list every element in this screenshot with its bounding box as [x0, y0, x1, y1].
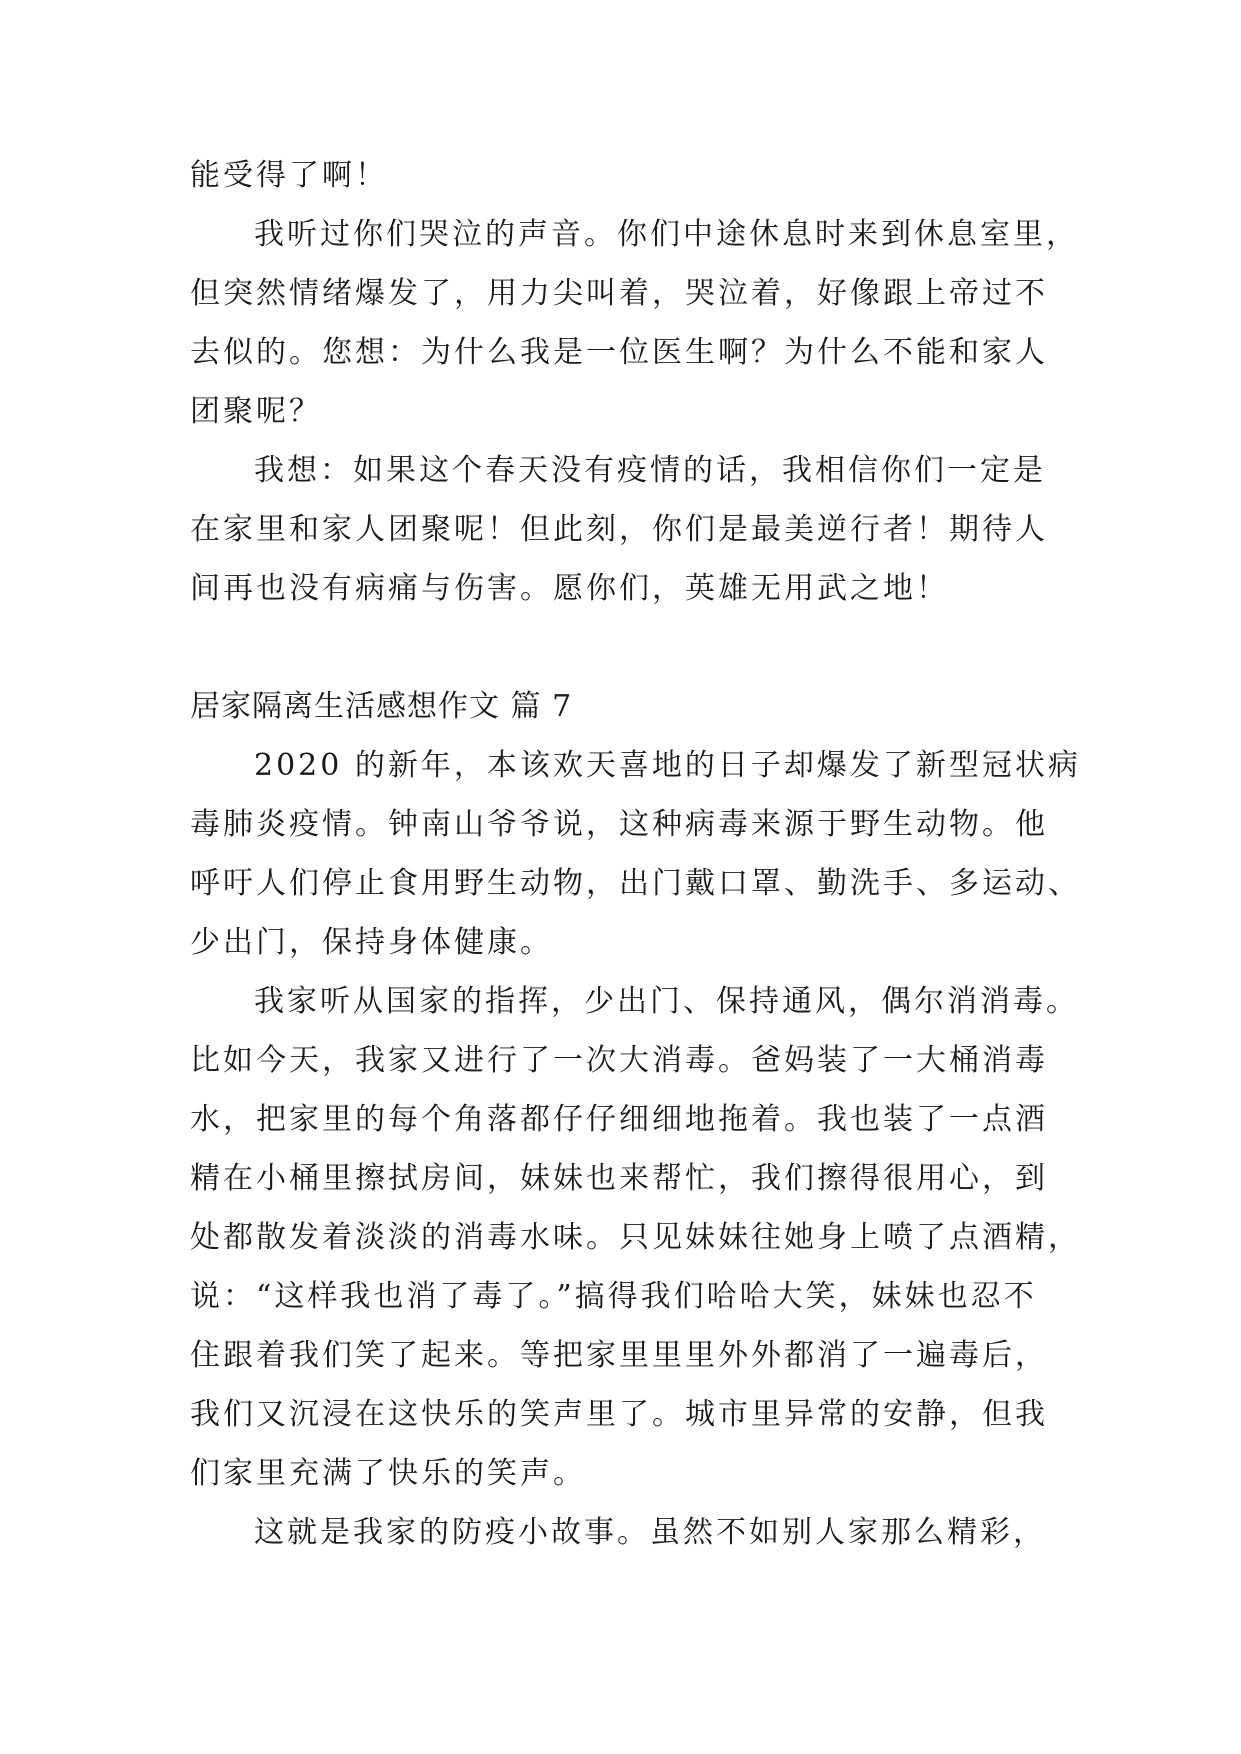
- heading-text: 居家隔离生活感想作文 篇 7: [190, 689, 573, 724]
- section-heading: [190, 677, 1090, 736]
- text-line: 处都散发着淡淡的消毒水味。只见妹妹往她身上喷了点酒精，: [190, 1220, 1081, 1255]
- text-line: 我想：如果这个春天没有疫情的话，我相信你们一定是: [254, 453, 1046, 488]
- text-line: 住跟着我们笑了起来。等把家里里里外外都消了一遍毒后，: [190, 1338, 1048, 1373]
- text-line: 我听过你们哭泣的声音。你们中途休息时来到休息室里，: [254, 217, 1079, 252]
- text-line: 呼吁人们停止食用野生动物，出门戴口罩、勤洗手、多运动、: [190, 866, 1081, 901]
- text-line: 团聚呢？: [190, 394, 322, 429]
- text-line: 2020 的新年，本该欢天喜地的日子却爆发了新型冠状病: [254, 748, 1081, 783]
- text-line: 但突然情绪爆发了，用力尖叫着，哭泣着，好像跟上帝过不: [190, 276, 1048, 311]
- text-line: 精在小桶里擦拭房间，妹妹也来帮忙，我们擦得很用心，到: [190, 1161, 1048, 1196]
- text-line: 在家里和家人团聚呢！但此刻，你们是最美逆行者！期待人: [190, 512, 1048, 547]
- paragraph: [190, 146, 1090, 205]
- document-body: [190, 146, 1090, 1562]
- text-line: 我家听从国家的指挥，少出门、保持通风，偶尔消消毒。: [254, 984, 1079, 1019]
- paragraph: [190, 1503, 1090, 1562]
- text-line: 少出门，保持身体健康。: [190, 925, 553, 960]
- text-line: 能受得了啊！: [190, 158, 388, 193]
- paragraph: [190, 972, 1090, 1503]
- text-line: 去似的。您想：为什么我是一位医生啊？为什么不能和家人: [190, 335, 1048, 370]
- text-line: 说：“这样我也消了毒了。”搞得我们哈哈大笑，妹妹也忍不: [190, 1279, 1037, 1314]
- paragraph: [190, 736, 1090, 972]
- text-line: 间再也没有病痛与伤害。愿你们，英雄无用武之地！: [190, 571, 949, 606]
- paragraph: [190, 205, 1090, 441]
- text-line: 们家里充满了快乐的笑声。: [190, 1456, 586, 1491]
- text-line: 比如今天，我家又进行了一次大消毒。爸妈装了一大桶消毒: [190, 1043, 1048, 1078]
- text-line: 水，把家里的每个角落都仔仔细细地拖着。我也装了一点酒: [190, 1102, 1048, 1137]
- paragraph: [190, 441, 1090, 618]
- text-line: 这就是我家的防疫小故事。虽然不如别人家那么精彩，: [254, 1515, 1046, 1550]
- text-line: 毒肺炎疫情。钟南山爷爷说，这种病毒来源于野生动物。他: [190, 807, 1048, 842]
- text-line: 我们又沉浸在这快乐的笑声里了。城市里异常的安静，但我: [190, 1397, 1048, 1432]
